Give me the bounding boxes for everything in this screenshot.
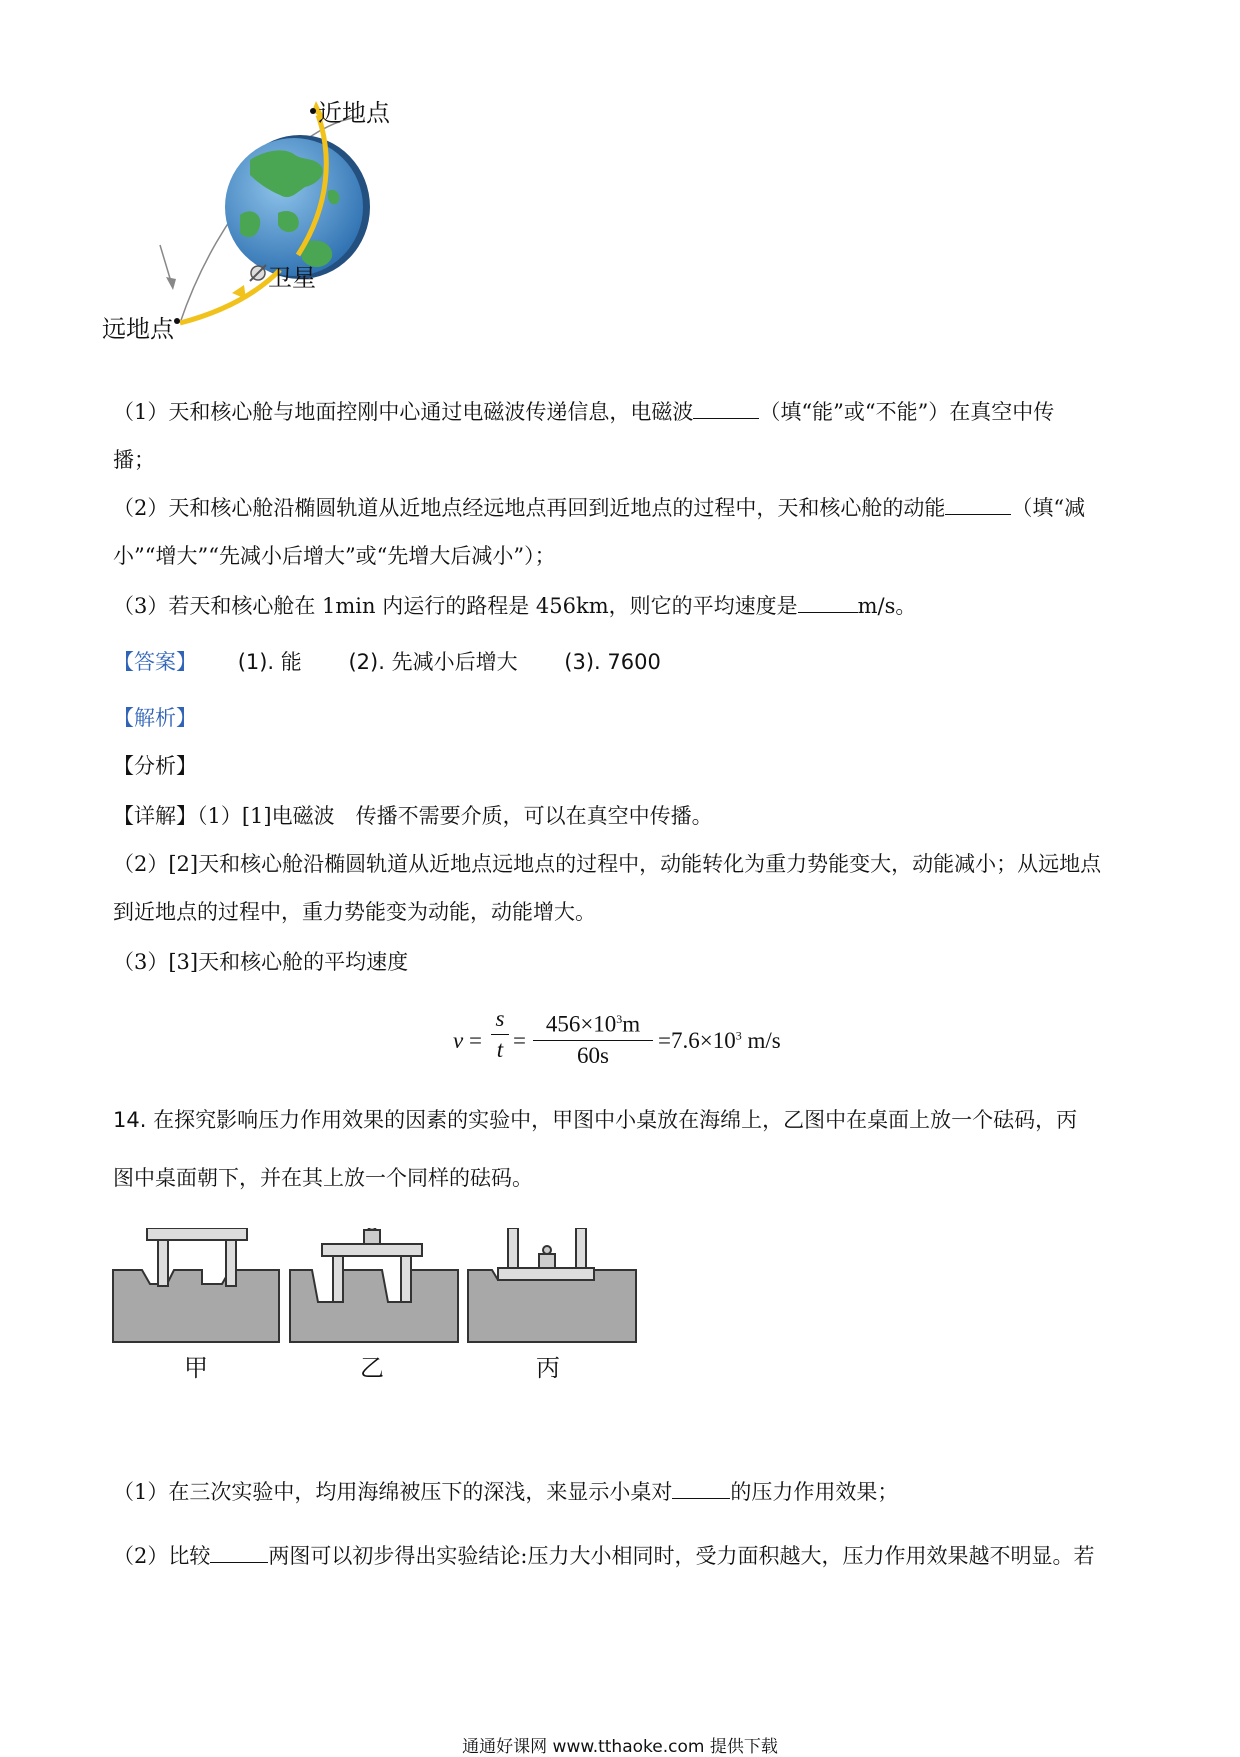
q14-part1: （1）在三次实验中，均用海绵被压下的深浅，来显示小桌对 的压力作用效果； [113, 1480, 899, 1504]
q13-part1: （1）天和核心舱与地面控刚中心通过电磁波传递信息，电磁波 （填“能”或“不能”）在真空中传 [113, 400, 1055, 424]
answer-2: (2). 先减小后增大 [348, 650, 518, 674]
q13-blank-3[interactable] [798, 592, 858, 613]
q14-blank-1[interactable] [672, 1478, 730, 1499]
orbit-figure [100, 95, 460, 385]
q13-part2: （2）天和核心舱沿椭圆轨道从近地点经远地点再回到近地点的过程中，天和核心舱的动能 （填“减 [113, 496, 1086, 520]
answer-tag: 【答案】 [113, 650, 197, 674]
analysis-tag-row [113, 704, 197, 732]
formula-s: s [495, 1006, 505, 1031]
panel-jia [113, 1228, 279, 1342]
formula-eq-1: = [469, 1028, 482, 1053]
orbit-arrow-mid [232, 285, 246, 299]
answer-1: (1). 能 [237, 650, 302, 674]
satellite-label: 卫星 [268, 264, 316, 292]
answer-3: (3). 7600 [564, 650, 661, 674]
panel-yi [290, 1228, 458, 1342]
formula-v: v [453, 1028, 464, 1053]
apogee-point [174, 318, 180, 324]
formula-t: t [496, 1037, 504, 1062]
fenxi-tag-row [113, 752, 197, 780]
q14-intro-1: 14. 在探究影响压力作用效果的因素的实验中，甲图中小桌放在海绵上，乙图中在桌面上放一个砝码，丙 [113, 1108, 1078, 1132]
sponge-diagram [112, 1228, 642, 1348]
perigee-label: 近地点 [318, 99, 390, 127]
fenxi-tag: 【分析】 [113, 754, 197, 778]
satellite-icon [250, 265, 266, 281]
detail-line-1: 【详解】（1）[1]电磁波 传播不需要介质，可以在真空中传播。 [113, 804, 713, 828]
orbit-front [180, 270, 280, 323]
label-jia: 甲 [184, 1354, 208, 1382]
q13-part3: （3）若天和核心舱在 1min 内运行的路程是 456km，则它的平均速度是 m/s。 [113, 594, 917, 618]
q13-blank-2[interactable] [945, 494, 1011, 515]
q13-part1-cont: 播； [113, 448, 155, 472]
detail-line-3: 到近地点的过程中，重力势能变为动能，动能增大。 [113, 900, 596, 924]
perigee-point [310, 108, 316, 114]
label-bing: 丙 [536, 1354, 560, 1382]
sponge-experiment-figure [112, 1228, 642, 1388]
q14-intro-2: 图中桌面朝下，并在其上放一个同样的砝码。 [113, 1166, 533, 1190]
detail-line-4: （3）[3]天和核心舱的平均速度 [113, 950, 409, 974]
analysis-tag: 【解析】 [113, 706, 197, 730]
apogee-label: 远地点 [102, 315, 174, 343]
q14-part2: （2）比较 两图可以初步得出实验结论:压力大小相同时，受力面积越大，压力作用效果越不明显。若 [113, 1544, 1095, 1568]
q14-blank-2[interactable] [210, 1542, 268, 1563]
formula-denominator: 60s [577, 1042, 609, 1068]
formula-result: $=7.6\times 10^3$ m/s [658, 1028, 781, 1053]
page-footer: 通通好课网 www.tthaoke.com 提供下载 [462, 1737, 778, 1757]
q13-answer-row [113, 648, 661, 676]
formula-eq-2: = [513, 1028, 526, 1053]
label-yi: 乙 [360, 1354, 384, 1382]
q13-blank-1[interactable] [693, 398, 759, 419]
detail-line-2: （2）[2]天和核心舱沿椭圆轨道从近地点远地点的过程中，动能转化为重力势能变大，动能减小；从远地点 [113, 852, 1102, 876]
panel-bing [468, 1228, 636, 1342]
velocity-formula [453, 1006, 793, 1076]
formula-numerator: $456\times 10^3m$ [545, 1011, 641, 1037]
fraction-s-over-t [491, 1006, 509, 1063]
q13-part2-cont: 小”“增大”“先减小后增大”或“先增大后减小”）； [113, 544, 556, 568]
fraction-distance-over-time [533, 1006, 653, 1069]
